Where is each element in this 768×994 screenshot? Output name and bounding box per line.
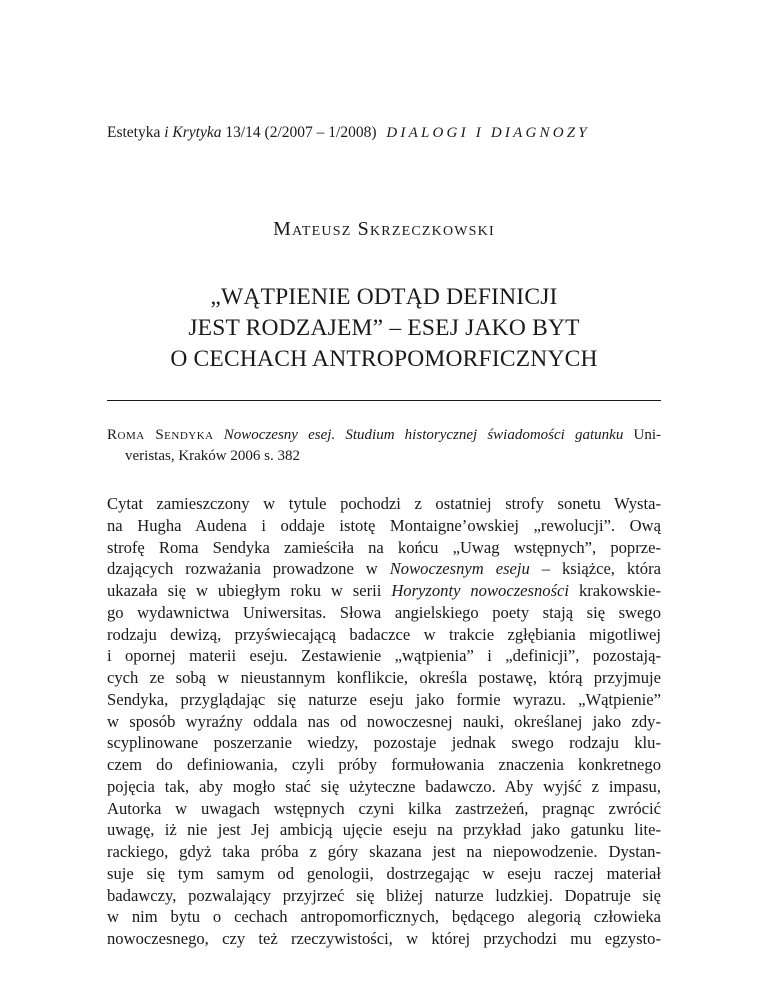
divider <box>107 400 661 401</box>
body-line: w sposób wyraźny oddala nas od nowoczesnej nauki, określanej jako zdy- <box>107 711 661 731</box>
body-line: na Hugha Audena i oddaje istotę Montaigne’owskiej „rewolucji”. Ową <box>107 515 661 535</box>
running-head <box>107 124 667 142</box>
body-line: suje się tym samym od genologii, dostrzegając w eseju raczej materiał <box>107 863 661 883</box>
book-publisher: Uni- <box>623 427 662 443</box>
body-text <box>107 493 661 950</box>
body-line: uwagę, iż nie jest Jej ambicją ujęcie eseju na przykład jako gatunku lite- <box>107 820 661 840</box>
book-title: Nowoczesny esej. Studium historycznej świadomości gatunku <box>223 427 624 443</box>
body-line: badawczy, pozwalający przyjrzeć się bliżej naturze ludzkiej. Dopatruje się <box>107 885 661 905</box>
issue-number: 13/14 (2/2007 – 1/2008) <box>221 124 377 141</box>
body-line: Autorka w uwagach wstępnych czyni kilka zastrzeżeń, pragnąc zwrócić <box>107 798 661 818</box>
title-line: „WĄTPIENIE ODTĄD DEFINICJI <box>210 284 558 310</box>
article-title <box>107 282 661 375</box>
body-line: Sendyka, przyglądając się naturze eseju jako formie wyrazu. „Wątpienie” <box>107 689 661 709</box>
body-line: czem do definiowania, czyli próby formułowania znaczenia konkretnego <box>107 755 661 774</box>
body-line: Cytat zamieszczony w tytule pochodzi z ostatniej strofy sonetu Wysta- <box>107 494 661 513</box>
body-line: rodzaju dewizą, przyświecającą badaczce w trakcie zgłębiania migotliwej <box>107 624 661 644</box>
body-line: nowoczesnego, czy też rzeczywistości, w której przychodzi mu egzysto- <box>107 929 661 948</box>
body-line: scyplinowane poszerzanie wiedzy, pozostaje jednak swego rodzaju klu- <box>107 733 661 753</box>
journal-name-italic: i Krytyka <box>164 124 222 141</box>
body-line: go wydawnictwa Uniwersitas. Słowa angielskiego poety stają się swego <box>107 602 661 622</box>
section-name: DIALOGI I DIAGNOZY <box>386 125 590 141</box>
body-line: strofę Roma Sendyka zamieściła na końcu „Uwag wstępnych”, poprze- <box>107 537 661 557</box>
body-line: i opornej materii eseju. Zestawienie „wątpienia” i „definicji”, pozostają- <box>107 646 661 666</box>
book-publisher-cont: veristas, Kraków 2006 s. 382 <box>125 448 300 464</box>
book-reference <box>107 425 661 467</box>
body-line: cych ze sobą w nieustannym konflikcie, określa postawę, którą przyjmuje <box>107 668 661 687</box>
book-author: Roma Sendyka <box>107 427 214 443</box>
body-line: pojęcia tak, aby mogło stać się użyteczne badawczo. Aby wyjść z impasu, <box>107 776 661 796</box>
article-author: Mateusz Skrzeczkowski <box>273 218 495 240</box>
body-line: rackiego, gdyż taka próba z góry skazana jest na niepowodzenie. Dystan- <box>107 842 661 861</box>
title-line: O CECHACH ANTROPOMORFICZNYCH <box>170 346 598 372</box>
journal-name: Estetyka <box>107 124 165 141</box>
body-line: dzających rozważania prowadzone w Nowoczesnym eseju – książce, która <box>107 559 661 579</box>
body-line: w nim bytu o cechach antropomorficznych, będącego alegorią człowieka <box>107 907 661 927</box>
body-line: ukazała się w ubiegłym roku w serii Horyzonty nowoczesności krakowskie- <box>107 581 661 600</box>
title-line: JEST RODZAJEM” – ESEJ JAKO BYT <box>188 315 580 341</box>
